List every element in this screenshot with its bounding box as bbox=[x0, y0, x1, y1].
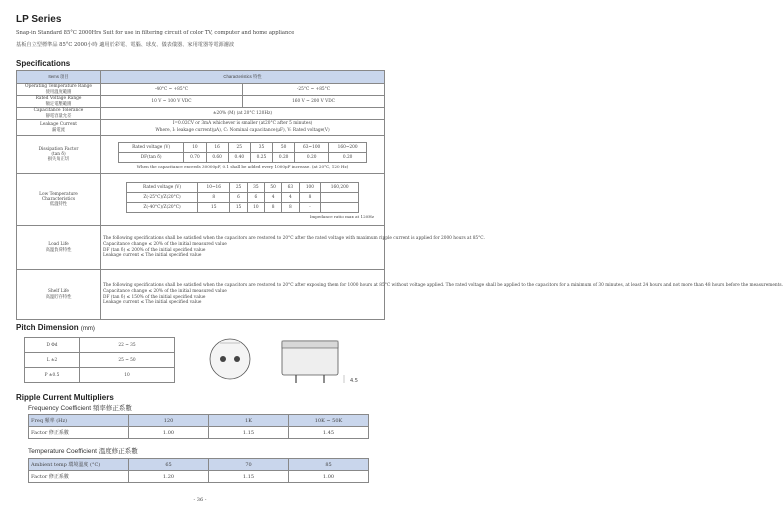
op-temp-value-2: -25°C ~ +85°C bbox=[243, 84, 385, 96]
low-temp-label: Low Temperature Characteristics 低溫特性 bbox=[17, 174, 101, 226]
df-value-cell: 0.20 bbox=[329, 152, 367, 162]
pitch-unit: (mm) bbox=[80, 326, 95, 332]
df-header-cell: 35 bbox=[250, 142, 272, 152]
low-temp-header-cell: 25 bbox=[230, 182, 247, 192]
pitch-table bbox=[24, 337, 175, 383]
freq-header-label: Freq 頻率 (Hz) bbox=[29, 415, 129, 427]
df-value-cell: 0.60 bbox=[206, 152, 228, 162]
low-temp-header-label: Rated voltage (V) bbox=[126, 182, 197, 192]
pitch-key: P ±0.5 bbox=[25, 368, 80, 383]
df-label: Dissipation Factor (tan δ) 損失角正切 bbox=[17, 136, 101, 174]
low-temp-z40-cell bbox=[321, 202, 359, 212]
low-temp-header-cell: 63 bbox=[282, 182, 299, 192]
df-header-cell: 10 bbox=[184, 142, 206, 152]
low-temp-z40-cell: 10 bbox=[247, 202, 264, 212]
df-header-cell: 25 bbox=[228, 142, 250, 152]
df-cell bbox=[101, 136, 385, 174]
load-life-intro: The following specifications shall be satisfied when the capacitors are restored to 20°C after the rated voltage with maximum ripple current is applied for 2000 hours at 85°C. bbox=[103, 235, 485, 241]
leakage-where: Where, I: leakage current(μA), C: Nominal capacitance(μF), V: Rated voltage(V) bbox=[155, 127, 330, 133]
op-temp-value-1: -40°C ~ +85°C bbox=[101, 84, 243, 96]
rated-voltage-value-2: 160 V ~ 200 V VDC bbox=[243, 96, 385, 108]
low-temp-z25-cell: 8 bbox=[198, 192, 230, 202]
ripple-heading: Ripple Current Multipliers bbox=[16, 393, 114, 402]
temp-factor-cell: 1.20 bbox=[129, 471, 209, 483]
freq-header-cell: 10K ~ 50K bbox=[289, 415, 369, 427]
capacitor-dimension-diagram bbox=[200, 335, 380, 387]
pitch-key: D Φd bbox=[25, 338, 80, 353]
load-life-line-2: DF (tan δ) ≤ 200% of the initial specified value bbox=[103, 247, 206, 253]
df-header-cell: 16 bbox=[206, 142, 228, 152]
low-temp-z25-cell: 6 bbox=[247, 192, 264, 202]
freq-factor-cell: 1.15 bbox=[209, 427, 289, 439]
specifications-table bbox=[16, 70, 783, 320]
pitch-title: Pitch Dimension bbox=[16, 323, 79, 332]
df-header-cell: 160~200 bbox=[329, 142, 367, 152]
df-header-cell: 50 bbox=[273, 142, 295, 152]
pitch-key: L ±2 bbox=[25, 353, 80, 368]
shelf-life-line-3: Leakage current ≤ The initial specified value bbox=[103, 300, 202, 306]
series-description-en: Snap-in Standard 85°C 2000Hrs Suit for use in filtering circuit of color TV, computer and home appliance bbox=[16, 30, 295, 36]
df-value-cell: 0.20 bbox=[273, 152, 295, 162]
low-temp-z40-cell: 8 bbox=[282, 202, 299, 212]
df-value-cell: 0.25 bbox=[250, 152, 272, 162]
freq-header-cell: 1K bbox=[209, 415, 289, 427]
low-temp-z40-label: Z(-40°C)/Z(20°C) bbox=[126, 202, 197, 212]
load-life-line-3: Leakage current ≤ The initial specified value bbox=[103, 253, 202, 259]
load-life-line-1: Capacitance change ≤ 20% of the initial measured value bbox=[103, 241, 227, 247]
characteristics-header: Characteristics 特性 bbox=[101, 71, 385, 84]
frequency-coefficient-table bbox=[28, 414, 369, 439]
low-temp-header-cell: 100 bbox=[299, 182, 321, 192]
low-temp-note: Impedance ratio max at 120Hz bbox=[309, 213, 375, 219]
low-temp-z40-cell: 8 bbox=[264, 202, 281, 212]
shelf-life-label: Shelf Life 高溫貯存特性 bbox=[17, 270, 101, 320]
temp-factor-cell: 1.15 bbox=[209, 471, 289, 483]
df-value-label: DF(tan δ) bbox=[118, 152, 184, 162]
df-header-label: Rated voltage (V) bbox=[118, 142, 184, 152]
low-temp-z40-cell: - bbox=[299, 202, 321, 212]
diagram-dimension-label: 4.5 bbox=[350, 378, 358, 384]
page-number: - 36 - bbox=[193, 497, 207, 503]
pitch-heading bbox=[16, 323, 95, 332]
low-temp-header-cell: 50 bbox=[264, 182, 281, 192]
low-temp-z40-cell: 15 bbox=[198, 202, 230, 212]
low-temp-cell bbox=[101, 174, 385, 226]
rated-voltage-label: Rated Voltage Range 額定電壓範圍 bbox=[17, 96, 101, 108]
temp-factor-cell: 1.00 bbox=[289, 471, 369, 483]
temperature-coefficient-table bbox=[28, 458, 369, 483]
low-temp-z25-cell: 4 bbox=[282, 192, 299, 202]
shelf-life-line-1: Capacitance change ≤ 20% of the initial measured value bbox=[103, 288, 227, 294]
pitch-value: 22 ~ 35 bbox=[80, 338, 175, 353]
low-temp-header-cell: 10~16 bbox=[198, 182, 230, 192]
items-header: Items 項目 bbox=[17, 71, 101, 84]
temp-factor-label: Factor 修正系數 bbox=[29, 471, 129, 483]
low-temp-z25-cell bbox=[321, 192, 359, 202]
load-life-label: Load Life 高溫負荷特性 bbox=[17, 226, 101, 270]
leakage-value bbox=[101, 120, 385, 136]
temp-header-cell: 85 bbox=[289, 459, 369, 471]
freq-factor-label: Factor 修正系數 bbox=[29, 427, 129, 439]
capacitor-side-view bbox=[282, 341, 358, 384]
leakage-formula: I=0.02CV or 3mA whichever is smaller (at20°C after 5 minutes) bbox=[172, 121, 313, 127]
leakage-label: Leakage Current 漏電流 bbox=[17, 120, 101, 136]
pitch-value: 10 bbox=[80, 368, 175, 383]
specifications-heading: Specifications bbox=[16, 59, 71, 68]
freq-factor-cell: 1.45 bbox=[289, 427, 369, 439]
cap-tolerance-label: Capacitance Tolerance 靜電容量允差 bbox=[17, 108, 101, 120]
load-life-value bbox=[101, 226, 485, 270]
low-temp-header-cell: 35 bbox=[247, 182, 264, 192]
rated-voltage-value-1: 10 V ~ 100 V VDC bbox=[101, 96, 243, 108]
df-header-cell: 63~100 bbox=[295, 142, 329, 152]
series-description-zh: 基板自立型標準品 85°C 2000小時 適用於彩電、電腦、球皮、儀表儀器、家用電器等電源濾波 bbox=[16, 42, 235, 48]
df-inner-table bbox=[118, 142, 367, 163]
df-note: When the capacitance exceeds 30000μF, 0.1 shall be added every 1000μF increase. (at 20°C, 120 Hz) bbox=[136, 163, 349, 169]
temperature-coefficient-heading: Temperature Coefficient 溫度修正系數 bbox=[28, 448, 138, 455]
low-temp-z25-label: Z(-25°C)/Z(20°C) bbox=[126, 192, 197, 202]
temp-header-cell: 65 bbox=[129, 459, 209, 471]
df-value-cell: 0.70 bbox=[184, 152, 206, 162]
frequency-coefficient-heading: Frequency Coefficient 頻率修正系數 bbox=[28, 405, 132, 412]
series-title: LP Series bbox=[16, 14, 62, 25]
freq-factor-cell: 1.00 bbox=[129, 427, 209, 439]
df-value-cell: 0.20 bbox=[295, 152, 329, 162]
low-temp-z25-cell: 4 bbox=[264, 192, 281, 202]
low-temp-header-cell: 160,200 bbox=[321, 182, 359, 192]
temp-header-label: Ambient temp 環境溫度 (°C) bbox=[29, 459, 129, 471]
low-temp-inner-table bbox=[126, 182, 359, 213]
shelf-life-intro: The following specifications shall be satisfied when the capacitors are restored to 20°C after exposing them for 1000 hours at 85°C without voltage applied. The rated voltage shall be applied to the capacitors for a minimum of 30 minutes, at least 24 hours and not more than 48 hours before the measurements. bbox=[103, 282, 783, 288]
low-temp-z25-cell: 6 bbox=[230, 192, 247, 202]
shelf-life-line-2: DF (tan δ) ≤ 150% of the initial specified value bbox=[103, 294, 206, 300]
temp-header-cell: 70 bbox=[209, 459, 289, 471]
shelf-life-value bbox=[101, 270, 783, 320]
freq-header-cell: 120 bbox=[129, 415, 209, 427]
op-temp-label: Operating Temperature Range 使用溫度範圍 bbox=[17, 84, 101, 96]
low-temp-z25-cell: 8 bbox=[299, 192, 321, 202]
cap-tolerance-value: ±20% (M) (at 20°C 120Hz) bbox=[101, 108, 385, 120]
capacitor-bottom-view bbox=[210, 339, 250, 379]
low-temp-z40-cell: 15 bbox=[230, 202, 247, 212]
df-value-cell: 0.40 bbox=[228, 152, 250, 162]
pitch-value: 25 ~ 50 bbox=[80, 353, 175, 368]
